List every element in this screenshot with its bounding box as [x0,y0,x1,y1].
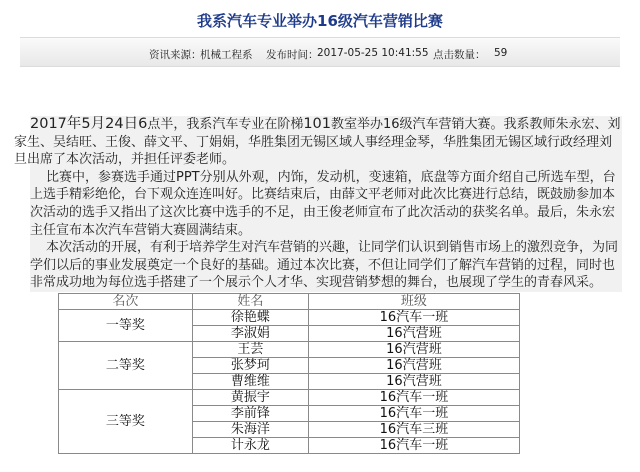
event-date: 2017年5月24日 [30,116,139,132]
winner-class: 16汽车一班 [308,406,519,422]
winner-class: 16汽车一班 [308,310,519,326]
winner-name: 朱海洋 [192,422,308,438]
article-meta-bar [20,37,620,67]
winner-class: 16汽营班 [308,342,519,358]
winner-class: 16汽营班 [308,358,519,374]
event-time-rest: 点半，我系汽车专业在阶梯 [147,117,304,132]
header-rank: 名次 [59,294,193,310]
header-class: 班级 [308,294,519,310]
winner-name: 计永龙 [192,438,308,454]
paragraph-2: 比赛中，参赛选手通过PPT分别从外观，内饰，发动机，变速箱，底盘等方面介绍自己所选车型，台上选手精彩绝伦，台下观众连连叫好。比赛结束后，由薛文平老师对此次比赛进行总结，既鼓励参加本次活动的选手又指出了这次比赛中选手的不足，由王俊老师宣布了此次活动的获奖名单。最后，朱永宏主任宣布本次汽车营销大赛圆满结束。 [30,169,616,238]
winner-name: 张梦珂 [192,358,308,374]
winner-class: 16汽车三班 [308,422,519,438]
table-row [59,342,520,358]
rank-second-prize: 二等奖 [59,342,193,390]
winner-class: 16汽营班 [308,326,519,342]
winner-name: 徐艳蝶 [192,310,308,326]
winner-name: 李淑娟 [192,326,308,342]
article-body [14,116,622,292]
table-header-row [59,294,520,310]
winner-name: 李前锋 [192,406,308,422]
winner-class: 16汽车一班 [308,438,519,454]
table-row [59,310,520,326]
rank-first-prize: 一等奖 [59,310,193,342]
awards-table [58,293,520,454]
article-title: 我系汽车专业举办16级汽车营销比赛 [197,12,443,30]
paragraph-1-text: 教室举办16级汽车营销大赛。我系教师朱永宏、刘家生、吴结旺、王俊、薛文平、丁娟娟，华胜集团无锡区域人事经理金琴，华胜集团无锡区域行政经理刘旦出席了本次活动，并担任评委老师。 [14,117,621,168]
publish-time-value: 2017-05-25 10:41:55 [317,47,429,59]
paragraph-1 [14,116,622,169]
source-label: 资讯来源： [149,49,202,61]
click-count-value: 59 [494,47,508,59]
winner-name: 曹维维 [192,374,308,390]
table-row [59,390,520,406]
event-hour: 6 [138,116,148,132]
winner-name: 黄振宇 [192,390,308,406]
source-value[interactable]: 机械工程系 [200,49,253,61]
winner-class: 16汽车一班 [308,390,519,406]
publish-time-label: 发布时间： [266,49,319,61]
winner-class: 16汽营班 [308,374,519,390]
winner-name: 王芸 [192,342,308,358]
click-count-label: 点击数量： [433,49,486,61]
event-room: 101 [303,116,332,132]
paragraph-3: 本次活动的开展，有利于培养学生对汽车营销的兴趣，让同学们认识到销售市场上的激烈竞争，为同学们以后的事业发展奠定一个良好的基础。通过本次比赛，不但让同学们了解汽车营销的过程，同时也非常成功地为每位选手搭建了一个展示个人才华、实现营销梦想的舞台，也展现了学生的青春风采。 [30,240,619,291]
rank-third-prize: 三等奖 [59,390,193,454]
header-name: 姓名 [192,294,308,310]
